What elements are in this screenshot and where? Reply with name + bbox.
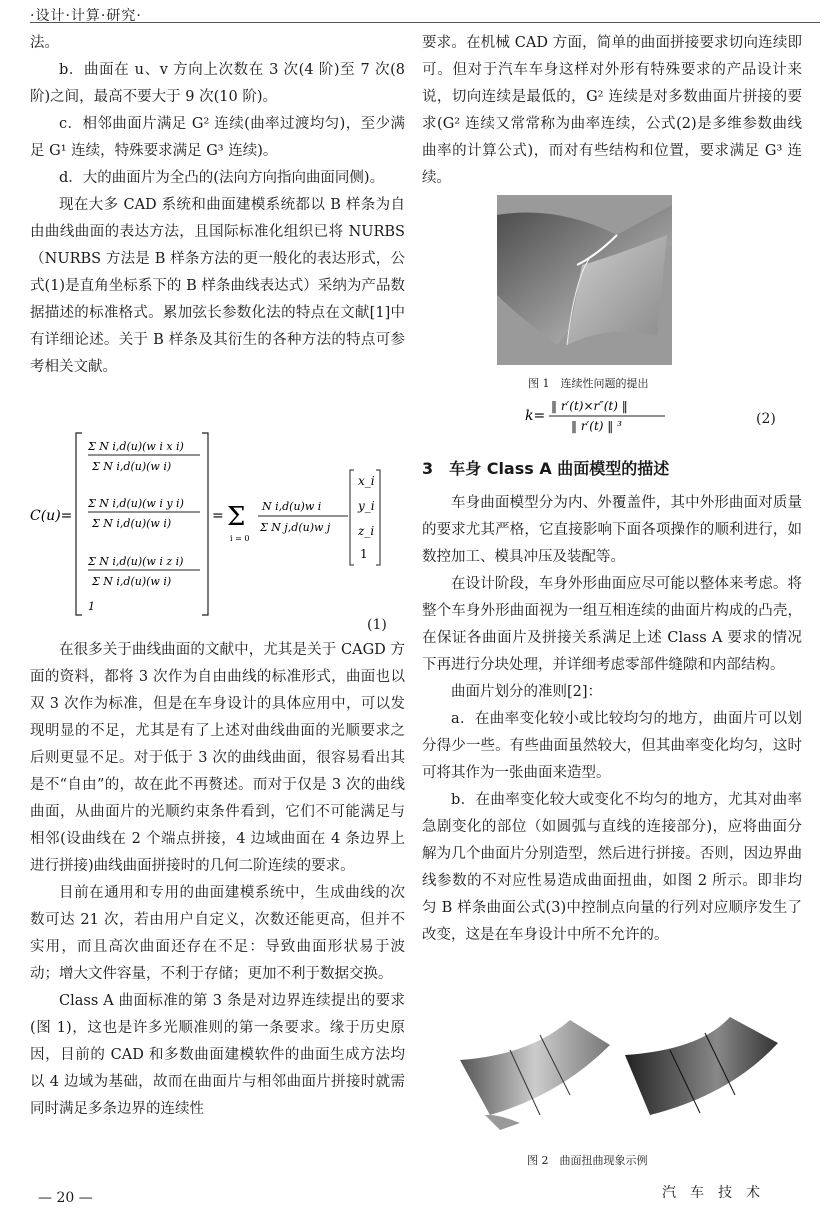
svg-text:Σ N i,d(u)(w i x i): Σ N i,d(u)(w i x i) (88, 440, 184, 453)
paragraph: b．在曲率变化较大或变化不均匀的地方，尤其对曲率急剧变化的部位（如圆弧与直线的连接部分)，应将曲面分解为几个曲面片分别造型，然后进行拼接。否则，因边界曲线参数的不对应性易造成曲面扭曲，如图 2 所示。即非均匀 B 样条曲面公式(3)中控制点向量的行列对应顺序发生了改变，这是在车身设计中所不允许的。 (422, 792, 802, 943)
formula-1 (30, 425, 405, 625)
vector-one: 1 (360, 547, 368, 561)
paragraph: 目前在通用和专用的曲面建模系统中，生成曲线的次数可达 21 次，若由用户自定义，次数还能更高，但并不实用，而且高次曲面还存在不足：导致曲面形状易于波动；增大文件容量，不利于存储；更加不利于数据交换。 (30, 885, 405, 982)
figure-2-image (460, 1015, 780, 1140)
formula-1-graphic (30, 425, 405, 625)
paragraph: 车身曲面模型分为内、外覆盖件，其中外形曲面对质量的要求尤其严格，它直接影响下面各项操作的顺利进行，如数控加工、模具冲压及装配等。 (422, 495, 802, 565)
svg-text:Σ N i,d(u)(w i): Σ N i,d(u)(w i) (92, 517, 172, 530)
formula-2-graphic (525, 395, 695, 435)
journal-section-header: ·设计·计算·研究· (30, 8, 142, 24)
svg-text:Σ N i,d(u)(w i y i): Σ N i,d(u)(w i y i) (88, 497, 184, 510)
paragraph: 现在大多 CAD 系统和曲面建模系统都以 B 样条为自由曲线曲面的表达方法，且国际标准化组织已将 NURBS（NURBS 方法是 B 样条方法的更一般化的表达形式，公式(1)是直角坐标系下的 B 样条曲线表达式）采纳为产品数据描述的标准格式。累加弦长参数化法的特点在文献[1]中有详细论述。关于 B 样条及其衍生的各种方法的特点可参考相关文献。 (30, 197, 405, 375)
right-column-continued (422, 490, 802, 949)
svg-text:N i,d(u)w i: N i,d(u)w i (262, 500, 322, 513)
page-number: — 20 — (38, 1190, 93, 1206)
svg-text:Σ: Σ (227, 502, 246, 532)
paragraph: a．在曲率变化较小或比较均匀的地方，曲面片可以划分得少一些。有些曲面虽然较大，但其曲率变化均匀，这时可将其作为一张曲面来造型。 (422, 711, 802, 781)
svg-text:Σ N i,d(u)(w i): Σ N i,d(u)(w i) (92, 460, 172, 473)
paragraph: 在很多关于曲线曲面的文献中，尤其是关于 CAGD 方面的资料，都将 3 次作为自由曲线的标准形式，曲面也以双 3 次作为标准，但是在车身设计的具体应用中，可以发现明显的不足，尤其是有了上述对曲线曲面的光顺要求之后则更显不足。对于低于 3 次的曲线曲面，很容易看出其是不“自由”的，故在此不再赘述。而对于仅是 3 次的曲线曲面，从曲面片的光顺约束条件看到，它们不可能满足与相邻(设曲线在 2 个端点拼接，4 边域曲面在 4 条边界上进行拼接)曲线曲面拼接时的几何二阶连续的要求。 (30, 642, 405, 874)
paragraph: 曲面片划分的准则[2]： (451, 684, 603, 700)
figure-1-image (497, 195, 672, 365)
svg-text:Σ N j,d(u)w j: Σ N j,d(u)w j (260, 521, 331, 534)
figure-1-caption: 图 1 连续性问题的提出 (528, 377, 649, 390)
left-column-continued (30, 637, 405, 1123)
svg-text:Σ N i,d(u)(w i): Σ N i,d(u)(w i) (92, 575, 172, 588)
paragraph: c．相邻曲面片满足 G² 连续(曲率过渡均匀)，至少满足 G¹ 连续，特殊要求满足 G³ 连续)。 (30, 116, 405, 159)
equation-number-1: (1) (367, 617, 387, 633)
right-column (422, 30, 802, 192)
continuity-surface-illustration (497, 195, 672, 365)
svg-text:Σ N i,d(u)(w i z i): Σ N i,d(u)(w i z i) (88, 555, 184, 568)
left-column (30, 30, 405, 381)
equation-number-2: (2) (756, 411, 776, 427)
vector-z: z_i (358, 524, 375, 538)
svg-text:i = 0: i = 0 (230, 534, 250, 543)
journal-name: 汽 车 技 术 (662, 1185, 760, 1201)
paragraph: Class A 曲面标准的第 3 条是对边界连续提出的要求(图 1)，这也是许多光顺准则的第一条要求。缘于历史原因，目前的 CAD 和多数曲面建模软件的曲面生成方法均以 4 边域为基础，故而在曲面片与相邻曲面片拼接时就需同时满足多条边界的连续性 (30, 993, 405, 1117)
vector-x: x_i (358, 474, 375, 488)
formula-lhs: C(u)= (30, 508, 73, 524)
paragraph: 在设计阶段，车身外形曲面应尽可能以整体来考虑。将整个车身外形曲面视为一组互相连续的曲面片构成的凸壳，在保证各曲面片及拼接关系满足上述 Class A 要求的情况下再进行分块处理，并详细考虑零部件缝隙和内部结构。 (422, 576, 802, 673)
svg-text:=: = (212, 508, 224, 524)
svg-text:k=: k= (525, 408, 546, 424)
paragraph: 法。 (30, 35, 59, 51)
vector-y: y_i (358, 499, 375, 513)
header-rule (30, 22, 820, 23)
figure-2-caption: 图 2 曲面扭曲现象示例 (527, 1154, 648, 1167)
surface-twist-illustration (460, 1015, 780, 1140)
svg-text:1: 1 (88, 600, 95, 613)
svg-text:‖ r′(t) ‖ ³: ‖ r′(t) ‖ ³ (571, 419, 622, 433)
paragraph: d．大的曲面片为全凸的(法向方向指向曲面同侧)。 (59, 170, 385, 186)
paragraph: 要求。在机械 CAD 方面，简单的曲面拼接要求切向连续即可。但对于汽车车身这样对外形有特殊要求的产品设计来说，切向连续是最低的，G² 连续是对多数曲面片拼接的要求(G² 连续又常常称为曲率连续，公式(2)是多维参数曲线曲率的计算公式)，而对有些结构和位置，要求满足 G³ 连续。 (422, 35, 802, 186)
paragraph: b．曲面在 u、v 方向上次数在 3 次(4 阶)至 7 次(8 阶)之间，最高不要大于 9 次(10 阶)。 (30, 62, 405, 105)
formula-2 (525, 395, 695, 445)
svg-text:‖ r′(t)×r″(t) ‖: ‖ r′(t)×r″(t) ‖ (551, 399, 628, 413)
section-title: 3 车身 Class A 曲面模型的描述 (422, 459, 670, 478)
